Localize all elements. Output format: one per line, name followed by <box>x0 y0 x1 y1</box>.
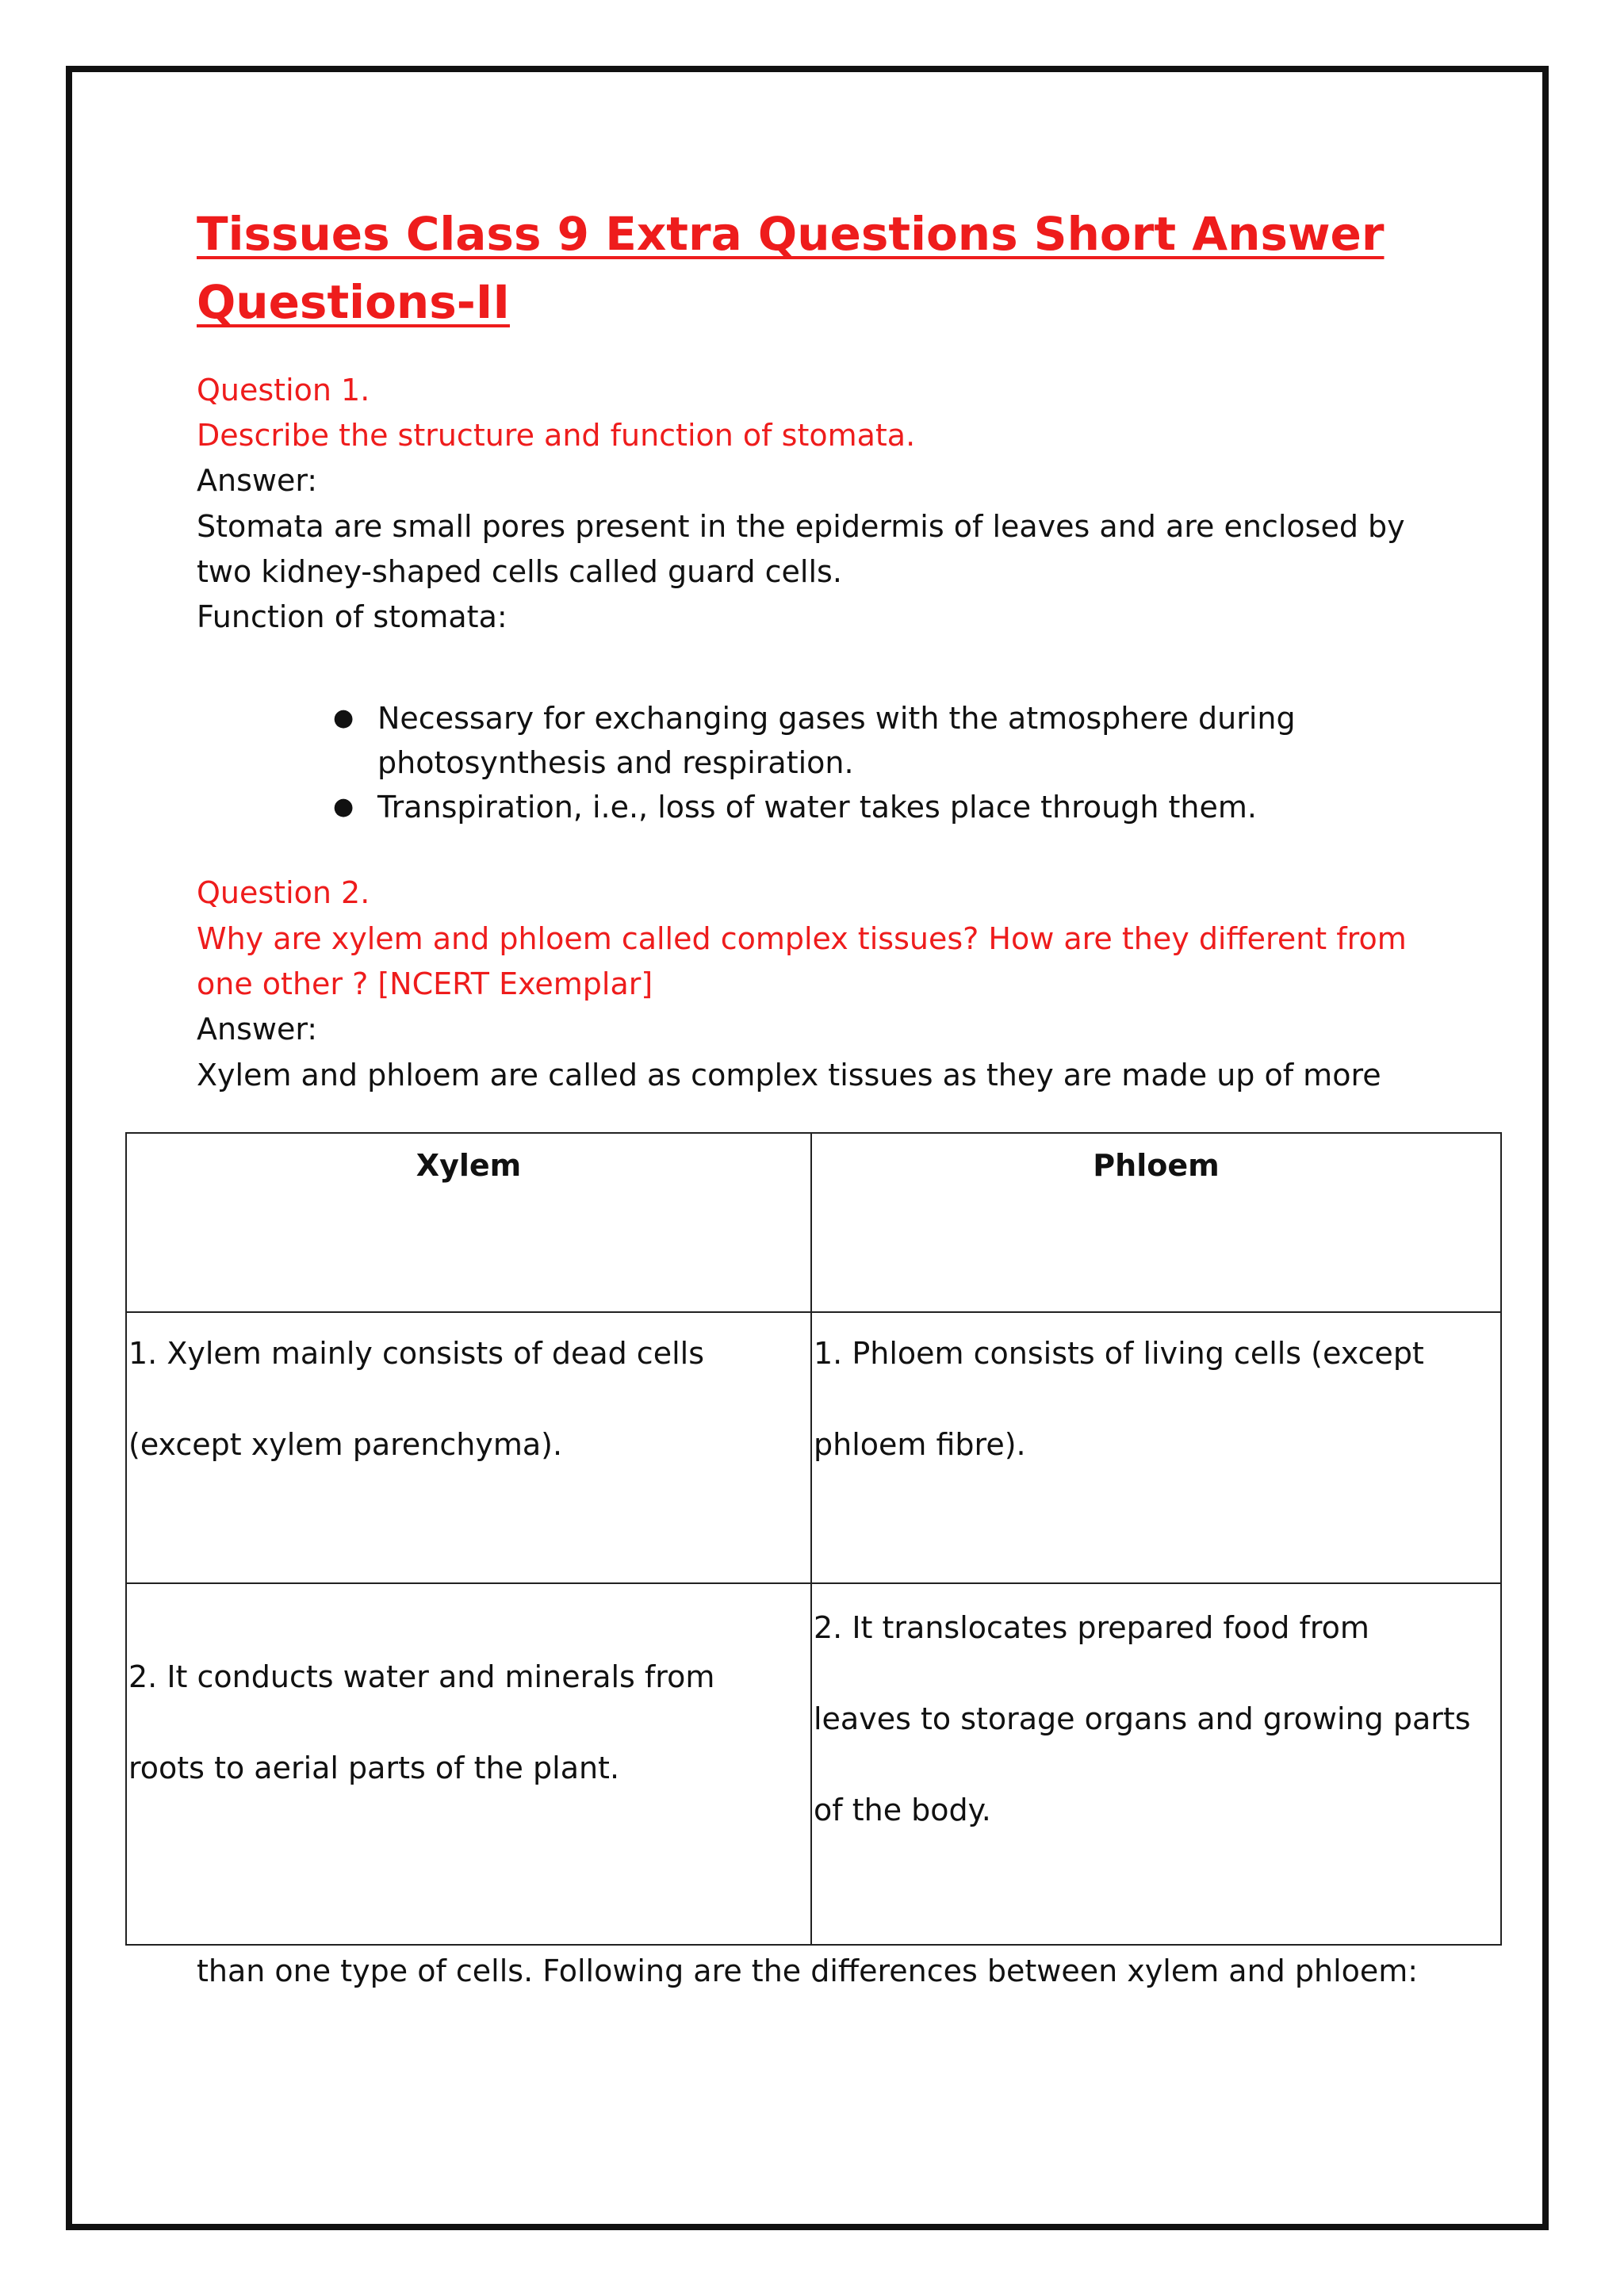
table-row <box>126 1583 1501 1945</box>
cell-line: (except xylem parenchyma). <box>128 1427 563 1462</box>
table-cell-xylem <box>126 1312 811 1583</box>
table-cell-xylem <box>126 1583 811 1945</box>
stomata-function-list <box>333 696 1345 829</box>
answer-1-line-2: two kidney-shaped cells called guard cells. <box>197 554 842 589</box>
answer-1-line-3: Function of stomata: <box>197 599 508 634</box>
table-cell-phloem <box>811 1583 1501 1945</box>
answer-2-continuation: than one type of cells. Following are the differences between xylem and phloem: <box>197 1954 1419 1988</box>
bullet-icon: ● <box>333 704 354 732</box>
page-title: Tissues Class 9 Extra Questions Short Answer Questions-II <box>197 207 1385 329</box>
answer-1-label: Answer: <box>197 463 318 498</box>
table-header-phloem: Phloem <box>811 1133 1501 1312</box>
cell-line: phloem fibre). <box>814 1427 1026 1462</box>
list-item <box>333 696 1345 785</box>
table-header-xylem: Xylem <box>126 1133 811 1312</box>
answer-2-label: Answer: <box>197 1012 318 1047</box>
question-1-label: Question 1. <box>197 373 370 408</box>
cell-line: 2. It translocates prepared food from <box>814 1610 1369 1645</box>
answer-1-line-1: Stomata are small pores present in the epidermis of leaves and are enclosed by <box>197 509 1405 544</box>
answer-2-line-1: Xylem and phloem are called as complex tissues as they are made up of more <box>197 1058 1381 1093</box>
cell-line: 2. It conducts water and minerals from <box>128 1659 715 1694</box>
cell-line: roots to aerial parts of the plant. <box>128 1751 620 1785</box>
question-2-text-line-1: Why are xylem and phloem called complex tissues? How are they different from <box>197 921 1407 956</box>
question-2-text-line-2: one other ? [NCERT Exemplar] <box>197 966 653 1001</box>
list-item-text: Transpiration, i.e., loss of water takes place through them. <box>377 790 1257 825</box>
list-item-text: Necessary for exchanging gases with the atmosphere during photosynthesis and respiration. <box>377 701 1296 780</box>
question-2-label: Question 2. <box>197 875 370 910</box>
xylem-phloem-table <box>125 1132 1502 1946</box>
list-item <box>333 785 1345 829</box>
cell-line: 1. Phloem consists of living cells (except <box>814 1336 1424 1371</box>
question-1-text: Describe the structure and function of stomata. <box>197 418 916 453</box>
table-header-row <box>126 1133 1501 1312</box>
table-cell-phloem <box>811 1312 1501 1583</box>
cell-line: 1. Xylem mainly consists of dead cells <box>128 1336 704 1371</box>
cell-line: of the body. <box>814 1793 991 1827</box>
table-row <box>126 1312 1501 1583</box>
bullet-icon: ● <box>333 793 354 821</box>
cell-line: leaves to storage organs and growing parts <box>814 1701 1471 1736</box>
